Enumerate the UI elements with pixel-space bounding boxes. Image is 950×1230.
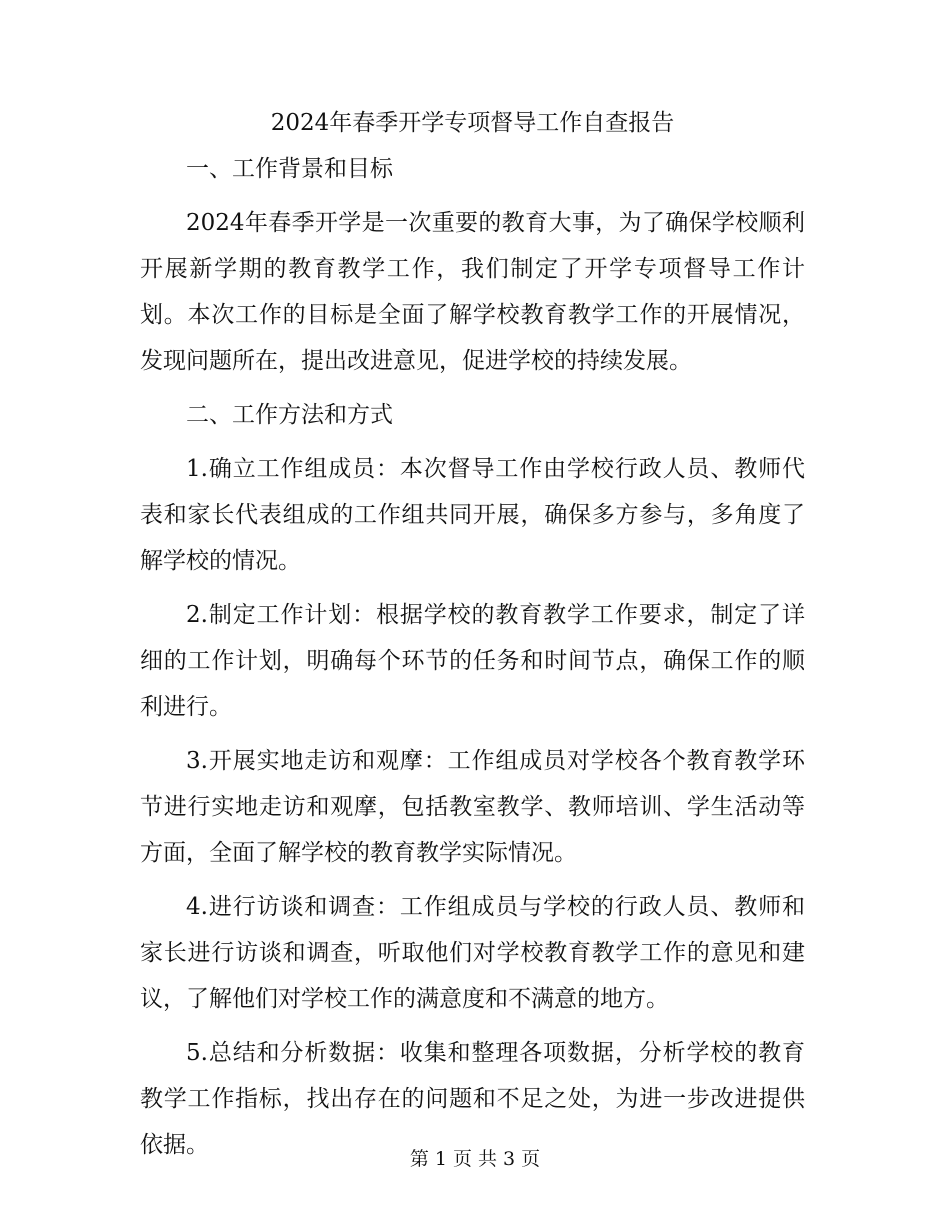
- list-item-method-2: 2.制定工作计划：根据学校的教育教学工作要求，制定了详细的工作计划，明确每个环节的任务和时间节点，确保工作的顺利进行。: [140, 602, 805, 720]
- section-heading-background: 一、工作背景和目标: [186, 156, 393, 182]
- list-item-method-5: 5.总结和分析数据：收集和整理各项数据，分析学校的教育教学工作指标，找出存在的问题和不足之处，为进一步改进提供依据。: [140, 1040, 805, 1158]
- section-heading-methods: 二、工作方法和方式: [186, 402, 393, 428]
- paragraph-background: 2024年春季开学是一次重要的教育大事，为了确保学校顺利开展新学期的教育教学工作，我们制定了开学专项督导工作计划。本次工作的目标是全面了解学校教育教学工作的开展情况，发现问题所在，提出改进意见，促进学校的持续发展。: [140, 210, 805, 374]
- page-footer: 第 1 页 共 3 页: [409, 1148, 541, 1170]
- document-title: 2024年春季开学专项督导工作自查报告: [270, 110, 675, 136]
- document-body: [140, 100, 805, 1168]
- list-item-method-4: 4.进行访谈和调查：工作组成员与学校的行政人员、教师和家长进行访谈和调查，听取他们对学校教育教学工作的意见和建议，了解他们对学校工作的满意度和不满意的地方。: [140, 894, 805, 1012]
- list-item-method-3: 3.开展实地走访和观摩：工作组成员对学校各个教育教学环节进行实地走访和观摩，包括教室教学、教师培训、学生活动等方面，全面了解学校的教育教学实际情况。: [140, 748, 805, 866]
- list-item-method-1: 1.确立工作组成员：本次督导工作由学校行政人员、教师代表和家长代表组成的工作组共同开展，确保多方参与，多角度了解学校的情况。: [140, 456, 805, 574]
